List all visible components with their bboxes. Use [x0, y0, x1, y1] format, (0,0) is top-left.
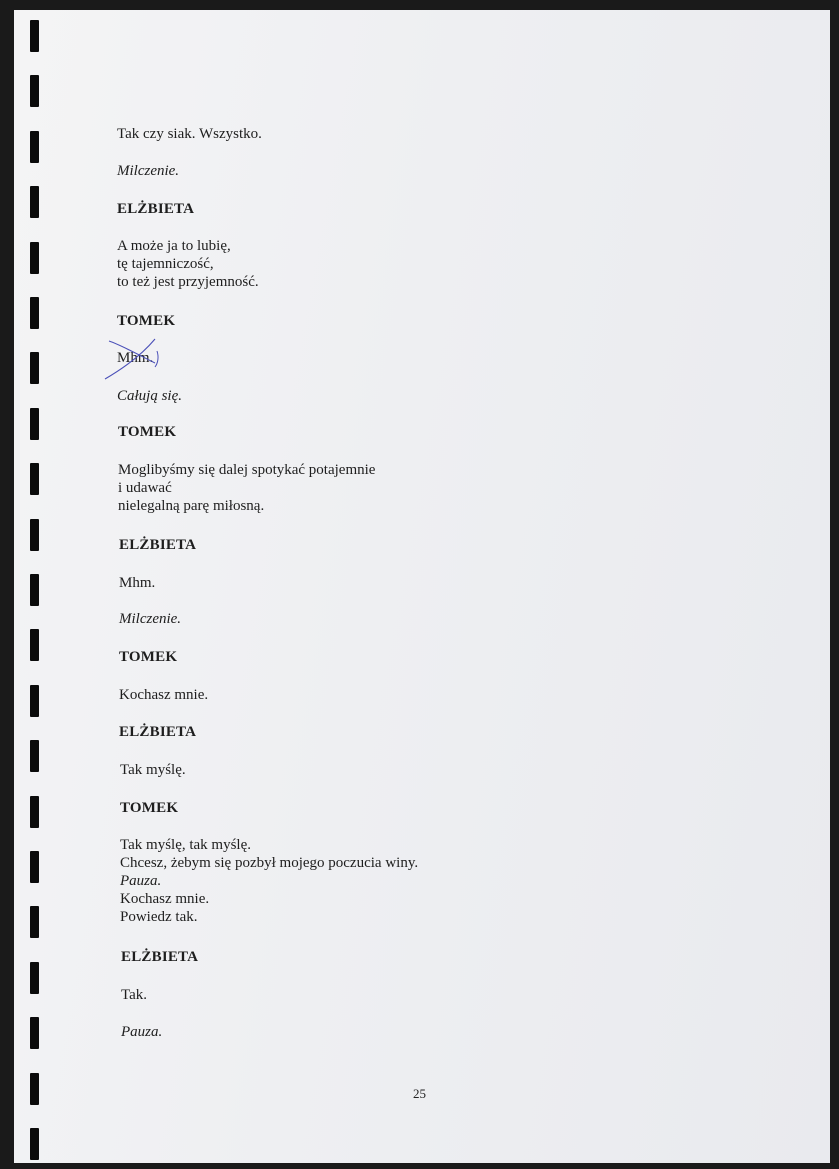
stage-direction: Pauza. [121, 1024, 163, 1040]
dialogue-line: Kochasz mnie. [120, 891, 210, 907]
binding-hole [30, 463, 39, 495]
binding-hole [30, 685, 39, 717]
binding-hole [30, 20, 39, 52]
dialogue-line: Moglibyśmy się dalej spotykać potajemnie [118, 462, 376, 478]
spiral-binding [14, 10, 54, 1163]
binding-hole [30, 1128, 39, 1160]
binding-hole [30, 906, 39, 938]
dialogue-line: i udawać [118, 480, 172, 496]
page-number: 25 [413, 1086, 426, 1101]
dialogue-line: tę tajemniczość, [117, 256, 214, 272]
dialogue-line: Tak myślę, tak myślę. [120, 837, 252, 853]
dialogue-line: Mhm. [119, 575, 156, 591]
speaker-name: TOMEK [118, 424, 177, 440]
dialogue-line: Tak czy siak. Wszystko. [117, 126, 262, 142]
binding-hole [30, 408, 39, 440]
binding-hole [30, 186, 39, 218]
binding-hole [30, 574, 39, 606]
binding-hole [30, 851, 39, 883]
speaker-name: ELŻBIETA [119, 537, 197, 553]
binding-hole [30, 352, 39, 384]
speaker-name: TOMEK [119, 649, 178, 665]
dialogue-line: Tak myślę. [120, 762, 186, 778]
dialogue-line: Powiedz tak. [120, 909, 198, 925]
speaker-name: TOMEK [117, 313, 176, 329]
dialogue-line: to też jest przyjemność. [117, 274, 259, 290]
script-page [14, 10, 830, 1163]
binding-hole [30, 519, 39, 551]
dialogue-line: nielegalną parę miłosną. [118, 498, 265, 514]
dialogue-line: Mhm. [117, 350, 154, 366]
binding-hole [30, 242, 39, 274]
binding-hole [30, 75, 39, 107]
dialogue-line: Tak. [121, 987, 148, 1003]
stage-direction: Milczenie. [119, 611, 182, 627]
binding-hole [30, 297, 39, 329]
dialogue-line: Chcesz, żebym się pozbył mojego poczucia winy. [120, 855, 419, 871]
speaker-name: ELŻBIETA [117, 201, 195, 217]
binding-hole [30, 629, 39, 661]
dialogue-line: A może ja to lubię, [117, 238, 231, 254]
dialogue-line: Kochasz mnie. [119, 687, 209, 703]
speaker-name: ELŻBIETA [121, 949, 199, 965]
binding-hole [30, 962, 39, 994]
binding-hole [30, 796, 39, 828]
stage-direction: Milczenie. [117, 163, 180, 179]
speaker-name: TOMEK [120, 800, 179, 816]
speaker-name: ELŻBIETA [119, 724, 197, 740]
binding-hole [30, 740, 39, 772]
binding-hole [30, 1017, 39, 1049]
binding-hole [30, 131, 39, 163]
stage-direction: Całują się. [117, 388, 183, 404]
struck-dialogue [117, 349, 153, 367]
pen-strike-mark [107, 335, 167, 383]
stage-direction: Pauza. [120, 873, 162, 889]
